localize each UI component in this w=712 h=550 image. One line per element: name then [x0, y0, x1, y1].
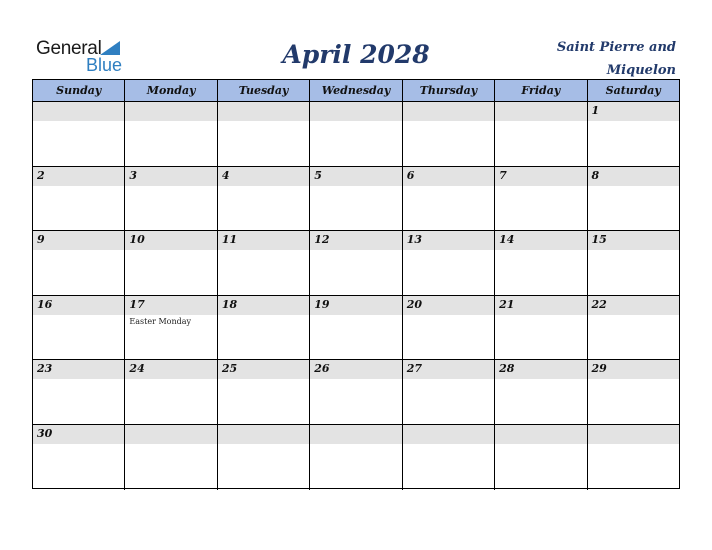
day-number: 8 — [591, 168, 600, 182]
day-header-band — [125, 425, 216, 444]
day-number: 20 — [406, 297, 422, 311]
day-number: 4 — [221, 168, 230, 182]
day-header-band — [495, 167, 586, 186]
day-header-band — [310, 102, 401, 121]
logo-text-general: General — [36, 38, 102, 59]
day-header-band — [33, 425, 124, 444]
day-number: 1 — [591, 104, 600, 117]
day-header-band — [403, 425, 494, 444]
calendar-title: April 2028 — [282, 40, 430, 69]
day-cell — [33, 425, 124, 490]
day-cell — [494, 360, 586, 424]
day-cell — [494, 167, 586, 231]
day-header-band — [218, 425, 309, 444]
day-header-band — [33, 296, 124, 315]
weekday-sunday: Sunday — [56, 84, 102, 97]
day-cell — [402, 231, 494, 295]
weekday-saturday: Saturday — [587, 80, 679, 101]
day-header-band — [495, 296, 586, 315]
week-row — [33, 102, 679, 167]
day-number: 27 — [406, 362, 422, 376]
weekday-monday: Monday — [124, 80, 216, 101]
day-number: 11 — [221, 233, 238, 247]
day-cell — [402, 296, 494, 360]
day-cell — [402, 360, 494, 424]
day-cell — [494, 296, 586, 360]
day-number: 15 — [591, 233, 607, 247]
day-header-band — [403, 296, 494, 315]
day-number: 23 — [37, 362, 53, 376]
day-header-band — [33, 167, 124, 186]
day-header-band — [125, 296, 216, 315]
day-cell — [402, 102, 494, 166]
day-header-band — [310, 167, 401, 186]
day-header-band — [403, 360, 494, 379]
day-header-band — [33, 102, 124, 121]
day-cell — [124, 102, 216, 166]
holiday-label: Easter Monday — [129, 316, 192, 326]
day-number: 10 — [129, 233, 145, 247]
day-header-band — [218, 167, 309, 186]
region-line-2: Miquelon — [606, 63, 676, 78]
day-header-band — [495, 425, 586, 444]
logo-text-blue: Blue — [86, 55, 123, 75]
weekday-wednesday: Wednesday — [309, 80, 401, 101]
day-number: 3 — [129, 168, 138, 182]
week-row — [33, 425, 679, 490]
day-cell — [124, 296, 216, 360]
day-number: 7 — [499, 168, 507, 182]
day-number: 9 — [37, 233, 45, 247]
week-row — [33, 167, 679, 232]
day-cell — [217, 360, 309, 424]
day-cell — [309, 167, 401, 231]
day-cell — [124, 425, 216, 490]
day-number: 5 — [314, 168, 322, 182]
day-header-band — [125, 102, 216, 121]
day-header-band — [125, 360, 216, 379]
day-header-band — [588, 231, 679, 250]
day-number: 26 — [314, 362, 330, 376]
day-cell — [33, 167, 124, 231]
day-header-band — [588, 425, 679, 444]
week-row — [33, 231, 679, 296]
day-cell — [587, 102, 679, 166]
day-number: 29 — [591, 362, 607, 376]
day-number: 12 — [314, 233, 330, 247]
day-header-band — [310, 231, 401, 250]
day-cell — [217, 296, 309, 360]
day-cell — [494, 102, 586, 166]
day-header-band — [588, 360, 679, 379]
weekday-thursday: Thursday — [402, 80, 494, 101]
day-cell — [124, 360, 216, 424]
day-cell — [494, 231, 586, 295]
day-number: 30 — [37, 426, 53, 440]
day-header-band — [125, 167, 216, 186]
region-name — [516, 36, 676, 82]
day-cell — [309, 296, 401, 360]
day-cell — [217, 102, 309, 166]
day-header-band — [33, 231, 124, 250]
day-cell — [33, 231, 124, 295]
day-cell — [309, 425, 401, 490]
day-cell — [217, 231, 309, 295]
day-cell — [587, 296, 679, 360]
day-number: 6 — [406, 168, 415, 182]
day-cell — [217, 425, 309, 490]
day-header-band — [403, 102, 494, 121]
day-number: 24 — [129, 362, 145, 376]
day-header-band — [33, 360, 124, 379]
day-cell — [33, 360, 124, 424]
day-cell — [124, 167, 216, 231]
day-cell — [587, 167, 679, 231]
day-cell — [124, 231, 216, 295]
day-cell — [494, 425, 586, 490]
day-number: 16 — [37, 297, 53, 311]
day-number: 18 — [221, 297, 238, 311]
day-header-band — [310, 296, 401, 315]
day-header-band — [403, 167, 494, 186]
day-cell — [33, 296, 124, 360]
day-header-band — [588, 102, 679, 121]
day-cell — [309, 231, 401, 295]
day-header-band — [310, 425, 401, 444]
day-header-band — [588, 167, 679, 186]
day-number: 14 — [499, 233, 515, 247]
day-cell — [402, 167, 494, 231]
day-header-band — [495, 231, 586, 250]
weekday-tuesday: Tuesday — [217, 80, 309, 101]
weekday-friday: Friday — [494, 80, 586, 101]
day-cell — [33, 102, 124, 166]
day-number: 21 — [499, 297, 515, 311]
day-header-band — [218, 296, 309, 315]
day-header-band — [495, 102, 586, 121]
day-number: 13 — [406, 233, 422, 247]
day-header-band — [218, 231, 309, 250]
day-header-band — [310, 360, 401, 379]
day-header-band — [218, 360, 309, 379]
day-cell — [309, 360, 401, 424]
day-header-band — [588, 296, 679, 315]
day-cell — [402, 425, 494, 490]
day-cell — [587, 360, 679, 424]
day-header-band — [403, 231, 494, 250]
calendar-grid — [32, 79, 680, 489]
region-line-1: Saint Pierre and — [556, 40, 676, 55]
weeks-container — [33, 102, 679, 490]
day-header-band — [125, 231, 216, 250]
weekday-header-row — [33, 80, 679, 102]
week-row — [33, 296, 679, 361]
day-header-band — [218, 102, 309, 121]
day-number: 17 — [129, 297, 145, 311]
day-number: 28 — [499, 362, 515, 376]
day-cell — [217, 167, 309, 231]
day-cell — [587, 231, 679, 295]
day-cell — [587, 425, 679, 490]
day-number: 2 — [37, 168, 45, 182]
day-header-band — [495, 360, 586, 379]
day-number: 25 — [221, 362, 238, 376]
week-row — [33, 360, 679, 425]
day-number: 22 — [591, 297, 607, 311]
day-number: 19 — [314, 297, 330, 311]
day-cell — [309, 102, 401, 166]
